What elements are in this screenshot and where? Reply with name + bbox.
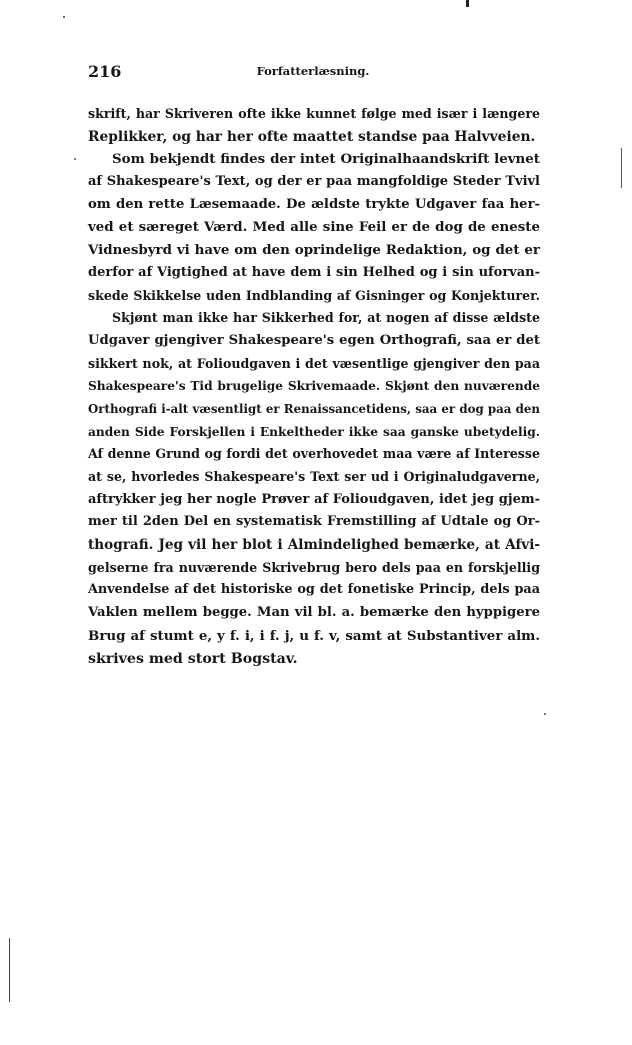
text-line: anden Side Forskjellen i Enkeltheder ikke saa ganske ubetydelig. [88,424,540,439]
paragraph-1 [88,103,540,148]
text-line: gelserne fra nuværende Skrivebrug bero dels paa en forskjellig [88,559,540,575]
text-line: derfor af Vigtighed at have dem i sin Helhed og i sin uforvan- [88,264,540,280]
text-line: skede Skikkelse uden Indblanding af Gisninger og Konjekturer. [88,287,540,303]
text-line: Orthografi i-alt væsentligt er Renaissancetidens, saa er dog paa den [88,401,540,416]
text-line: Anvendelse af det historiske og det fonetiske Princip, dels paa [88,582,540,598]
text-line: ved et særeget Værd. Med alle sine Feil er de dog de eneste [88,219,540,236]
text-line: Skjønt man ikke har Sikkerhed for, at nogen af disse ældste [112,310,540,326]
paragraph-2 [88,148,540,307]
text-line: Af denne Grund og fordi det overhovedet maa være af Interesse [88,446,540,462]
scan-dot [74,158,76,160]
margin-line-right [621,148,622,188]
text-line: Shakespeare's Tid brugelige Skrivemaade. Skjønt den nuværende [88,379,540,394]
paragraph-3 [88,307,540,670]
text-line: Vaklen mellem begge. Man vil bl. a. bemærke den hyppigere [88,605,540,621]
text-line: sikkert nok, at Folioudgaven i det væsentlige gjengiver den paa [88,355,540,371]
text-line: aftrykker jeg her nogle Prøver af Folioudgaven, idet jeg gjem- [88,491,540,507]
text-line: Vidnesbyrd vi have om den oprindelige Redaktion, og det er [88,242,540,259]
text-line: at se, hvorledes Shakespeare's Text ser ud i Originaludgaverne, [88,469,540,484]
margin-line-left [9,938,10,1002]
body-text [88,103,540,670]
page-number: 216 [88,62,122,81]
text-line: Udgaver gjengiver Shakespeare's egen Orthografi, saa er det [88,332,540,348]
text-line: af Shakespeare's Text, og der er paa mangfoldige Steder Tvivl [88,174,540,190]
text-line: om den rette Læsemaade. De ældste trykte Udgaver faa her- [88,196,540,212]
text-line: mer til 2den Del en systematisk Fremstilling af Udtale og Or- [88,514,540,530]
text-line: Brug af stumt e, y f. i, i f. j, u f. v, samt at Substantiver alm. [88,627,540,644]
scan-mark-top [466,0,469,7]
scan-dot [544,713,546,715]
page-header [88,62,538,86]
text-line: Som bekjendt findes der intet Originalhaandskrift levnet [112,151,540,168]
text-line: skrives med stort Bogstav. [88,650,298,667]
text-line: skrift, har Skriveren ofte ikke kunnet følge med især i længere [88,106,540,121]
scan-dot [63,16,65,18]
running-title: Forfatterlæsning. [256,64,370,78]
text-line: thografi. Jeg vil her blot i Almindelighed bemærke, at Afvi- [88,537,540,554]
text-line: Replikker, og har her ofte maattet standse paa Halvveien. [88,128,536,145]
